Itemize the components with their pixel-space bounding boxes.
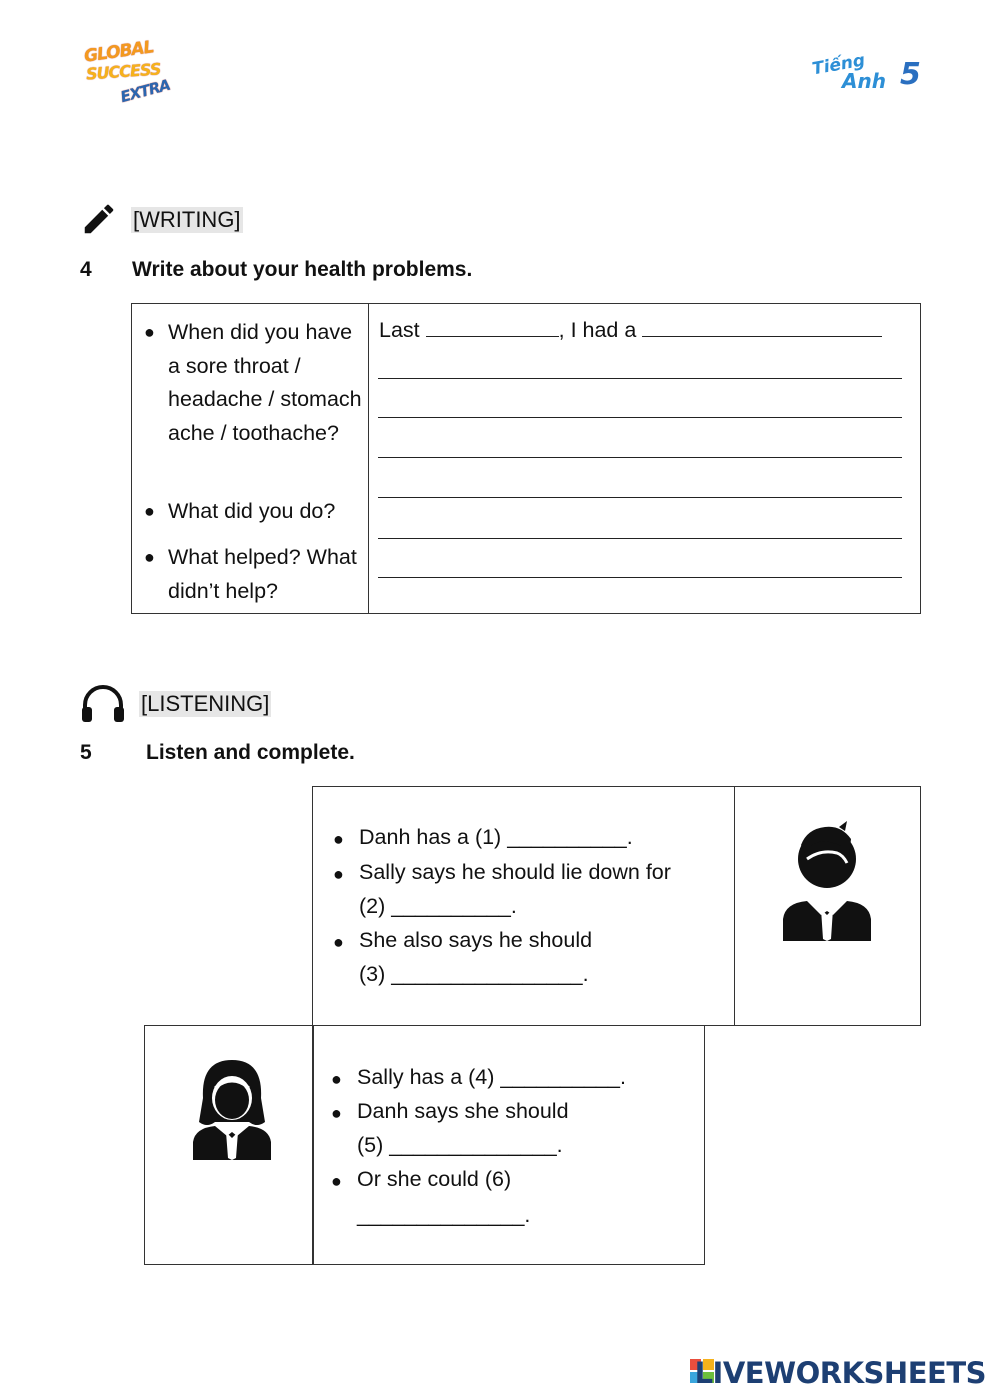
writing-title: Write about your health problems. <box>132 258 473 281</box>
listening-line: Danh has a (1) __________. <box>359 825 633 849</box>
liveworksheets-brand[interactable]: LIVEWORKSHEETS <box>694 1356 986 1390</box>
listening-line: (2) __________. <box>359 894 517 918</box>
question-column <box>132 304 369 613</box>
listening-line: (3) ________________. <box>359 962 589 986</box>
global-success-logo <box>82 37 176 107</box>
listening-line: She also says he should <box>359 928 593 952</box>
answer-line[interactable] <box>378 538 902 539</box>
boy-image-box <box>734 786 921 1026</box>
answer-line[interactable] <box>378 417 902 418</box>
question-text: When did you have a sore throat / headache / stomach ache / toothache? <box>168 320 362 445</box>
answer-start <box>379 318 882 343</box>
writing-table <box>131 303 921 614</box>
answer-blank[interactable] <box>642 318 882 337</box>
answer-line[interactable] <box>378 577 902 578</box>
logo-line-3: 5 <box>900 57 921 92</box>
boy-avatar-icon <box>781 819 873 943</box>
listening-text-box-2 <box>312 1025 705 1265</box>
bullet-icon: ● <box>144 501 155 521</box>
listening-line: (5) ______________. <box>357 1133 563 1157</box>
answer-blank[interactable] <box>426 318 559 337</box>
question-item <box>144 495 363 529</box>
logo-line-2: SUCCESS <box>85 59 161 84</box>
tieng-anh-5-logo <box>810 50 924 99</box>
answer-line[interactable] <box>378 457 902 458</box>
question-item <box>144 316 363 450</box>
answer-start-part2: , I had a <box>558 318 637 342</box>
answer-start-part1: Last <box>379 318 420 342</box>
writing-tag: [WRITING] <box>133 207 241 232</box>
question-item <box>144 541 363 608</box>
listening-line: Sally says he should lie down for <box>359 860 671 884</box>
listening-number: 5 <box>80 741 92 764</box>
girl-image-box <box>144 1025 314 1265</box>
writing-number: 4 <box>80 258 92 281</box>
listening-tag: [LISTENING] <box>141 691 270 716</box>
pencil-icon <box>80 200 118 238</box>
bullet-icon: ● <box>144 547 155 567</box>
answer-line[interactable] <box>378 378 902 379</box>
logo-line-1: Tiếng <box>810 50 867 80</box>
girl-avatar-icon <box>191 1058 273 1162</box>
logo-line-2: Anh <box>842 69 886 93</box>
listening-line: Sally has a (4) __________. <box>357 1065 626 1089</box>
listening-line: Danh says she should <box>357 1099 569 1123</box>
listening-title: Listen and complete. <box>146 741 355 764</box>
bullet-icon: ● <box>331 1171 342 1191</box>
answer-column <box>369 304 920 613</box>
logo-line-3: EXTRA <box>118 75 172 107</box>
bullet-icon: ● <box>331 1103 342 1123</box>
answer-line[interactable] <box>378 497 902 498</box>
logo-line-1: GLOBAL <box>82 37 155 67</box>
listening-text-box-1 <box>312 786 735 1026</box>
headphones-icon <box>80 683 126 723</box>
listening-line: Or she could (6) <box>357 1167 512 1191</box>
bullet-icon: ● <box>333 864 344 884</box>
bullet-icon: ● <box>144 322 155 342</box>
question-text: What did you do? <box>168 499 336 523</box>
listening-line: ______________. <box>357 1203 531 1227</box>
bullet-icon: ● <box>333 932 344 952</box>
bullet-icon: ● <box>331 1069 342 1089</box>
question-text: What helped? What didn’t help? <box>168 545 357 603</box>
bullet-icon: ● <box>333 829 344 849</box>
